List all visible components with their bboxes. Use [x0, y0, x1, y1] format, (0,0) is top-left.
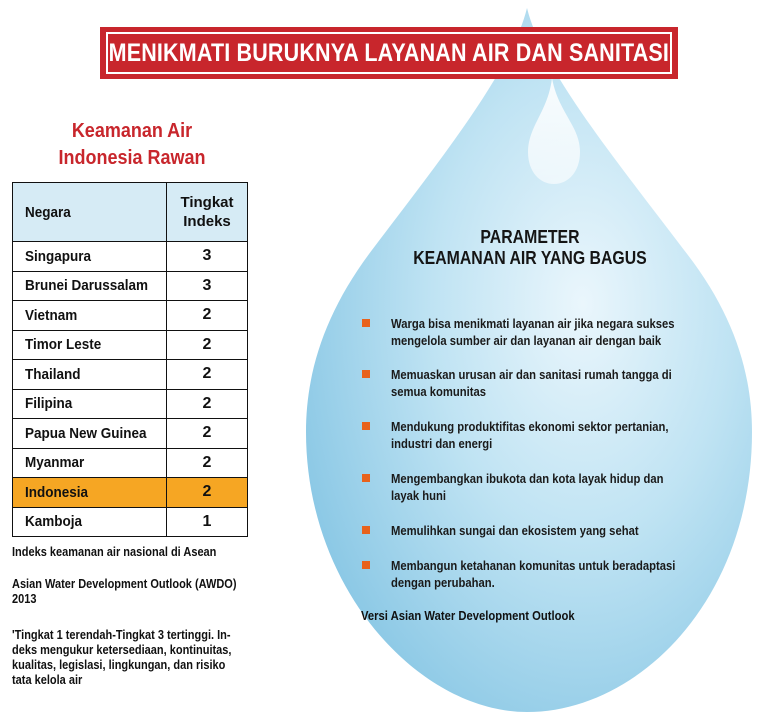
parameter-text: Mengembangkan ibukota dan kota layak hidup dan layak huni	[391, 472, 664, 503]
country-cell: Vietnam	[13, 301, 167, 331]
index-cell: 1	[167, 507, 248, 537]
country-cell: Singapura	[13, 242, 167, 272]
orange-square-bullet-icon	[362, 526, 370, 534]
table-footnote: 'Tingkat 1 terendah-Tingkat 3 tertinggi. In- deks mengukur ketersediaan, kontinuitas, kualitas, legislasi, lingkungan, dan risiko tata kelola air	[12, 628, 232, 687]
index-cell: 2	[167, 301, 248, 331]
country-cell: Kamboja	[13, 507, 167, 537]
table-heading	[12, 118, 252, 172]
parameter-text: Memuaskan urusan air dan sanitasi rumah tangga di semua komunitas	[391, 368, 672, 399]
index-cell: 3	[167, 242, 248, 272]
table-row	[13, 330, 248, 360]
country-cell: Brunei Darussalam	[13, 271, 167, 301]
table-caption: Indeks keamanan air nasional di Asean	[12, 545, 217, 559]
table-source: Asian Water Development Outlook (AWDO) 2013	[12, 577, 237, 606]
table-header-row	[13, 183, 248, 242]
country-cell: Thailand	[13, 360, 167, 390]
column-header-country: Negara	[13, 183, 167, 242]
table-row	[13, 419, 248, 449]
orange-square-bullet-icon	[362, 422, 370, 430]
orange-square-bullet-icon	[362, 370, 370, 378]
table-row	[13, 389, 248, 419]
column-header-index: Tingkat Indeks	[167, 183, 248, 242]
table-heading-line2: Indonesia Rawan	[58, 147, 206, 169]
parameter-text: Memulihkan sungai dan ekosistem yang sehat	[391, 524, 639, 538]
orange-square-bullet-icon	[362, 474, 370, 482]
country-cell: Timor Leste	[13, 330, 167, 360]
country-cell: Filipina	[13, 389, 167, 419]
parameter-text: Mendukung produktifitas ekonomi sektor pertanian, industri dan energi	[391, 420, 669, 451]
table-row-highlighted	[13, 478, 248, 508]
table-row	[13, 301, 248, 331]
table-row	[13, 271, 248, 301]
table-row	[13, 360, 248, 390]
table-row	[13, 448, 248, 478]
parameters-title: PARAMETER KEAMANAN AIR YANG BAGUS	[413, 227, 647, 268]
banner-title: MENIKMATI BURUKNYA LAYANAN AIR DAN SANITASI	[108, 38, 670, 67]
index-cell: 2	[167, 360, 248, 390]
country-cell: Papua New Guinea	[13, 419, 167, 449]
parameter-text: Warga bisa menikmati layanan air jika negara sukses mengelola sumber air dan layanan air dengan baik	[391, 317, 675, 348]
index-cell: 2	[167, 330, 248, 360]
index-cell: 2	[167, 448, 248, 478]
country-cell: Indonesia	[13, 478, 167, 508]
table-heading-line1: Keamanan Air	[71, 120, 193, 142]
water-security-index-table	[12, 182, 248, 537]
index-cell: 2	[167, 478, 248, 508]
parameters-source: Versi Asian Water Development Outlook	[361, 609, 575, 623]
title-banner	[100, 27, 678, 79]
index-cell: 2	[167, 389, 248, 419]
country-cell: Myanmar	[13, 448, 167, 478]
index-cell: 3	[167, 271, 248, 301]
orange-square-bullet-icon	[362, 561, 370, 569]
parameter-text: Membangun ketahanan komunitas untuk beradaptasi dengan perubahan.	[391, 559, 676, 590]
drop-body	[306, 8, 752, 712]
table-row	[13, 242, 248, 272]
index-cell: 2	[167, 419, 248, 449]
table-row	[13, 507, 248, 537]
orange-square-bullet-icon	[362, 319, 370, 327]
